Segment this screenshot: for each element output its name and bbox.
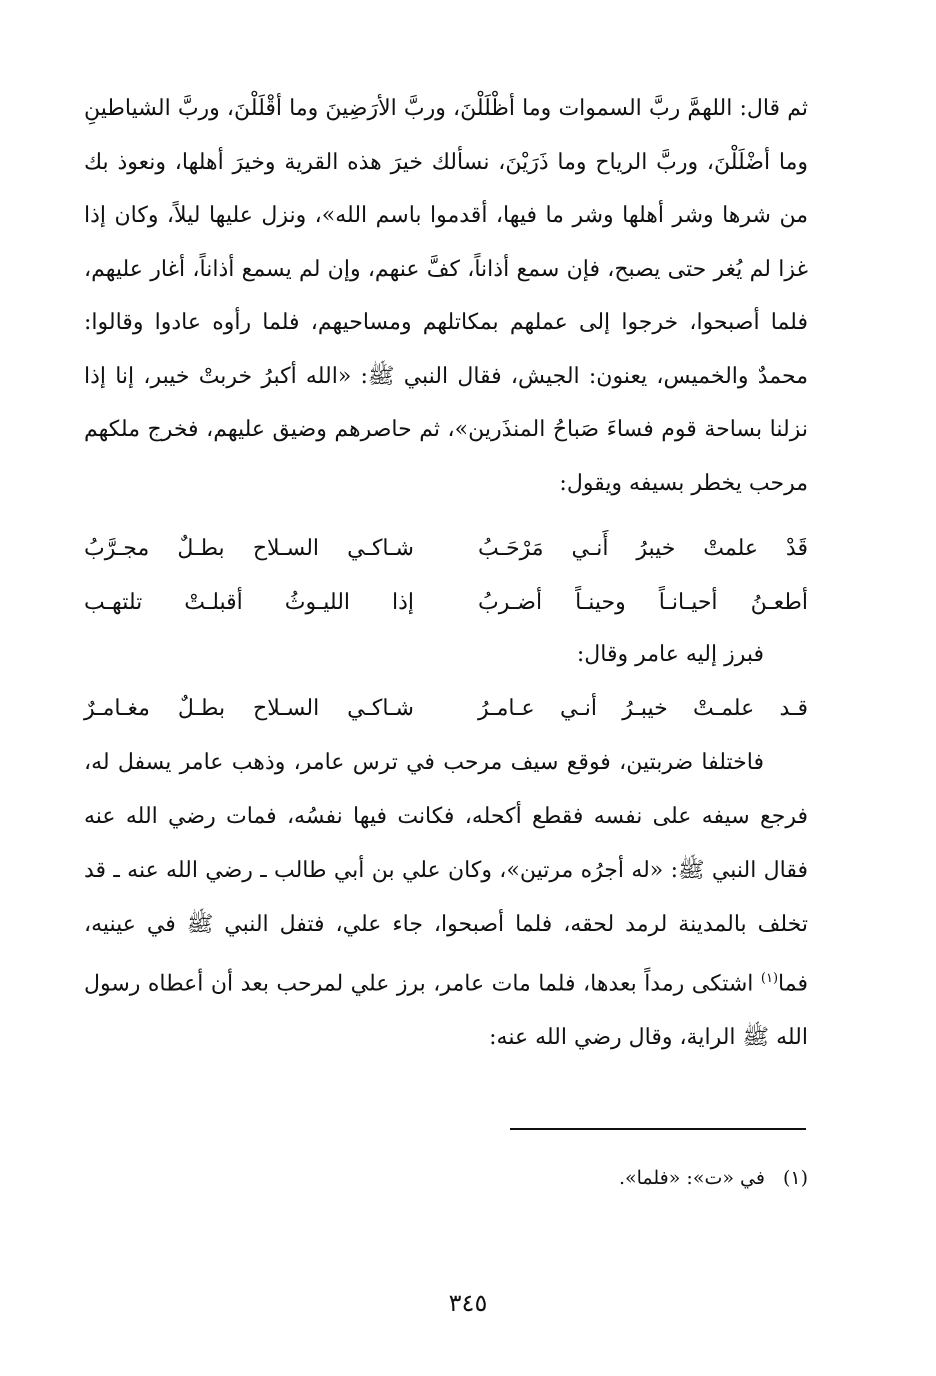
footnote xyxy=(84,1160,808,1196)
main-text xyxy=(84,736,808,1065)
footnote-number: (١) xyxy=(782,1167,808,1189)
verse-first-hemistich: قَدْ علمتْ خيبرُ أَنـي مَرْحَـبُ xyxy=(478,536,808,561)
verse-second-hemistich: شـاكـي السـلاح بطـلٌ مغـامـرٌ xyxy=(84,696,414,721)
paragraph xyxy=(84,736,808,1065)
main-text xyxy=(84,82,808,510)
paragraph-text: اشتكى رمداً بعدها، فلما مات عامر، برز علي لمرحب بعد أن أعطاه رسول الله ﷺ الراية، وقال رضي الله عنه: xyxy=(84,971,808,1051)
poem-verses xyxy=(84,522,808,630)
verse-first-hemistich: قـد علمـتْ خيبـرُ أنـي عـامـرُ xyxy=(478,696,808,721)
verse-second-hemistich: إذا الليـوثُ أقبلـتْ تلتهـب xyxy=(84,590,414,615)
verse-intro: فبرز إليه عامر وقال: xyxy=(576,642,764,667)
footnote-reference[interactable]: (١) xyxy=(760,971,779,986)
verse-line xyxy=(84,576,808,630)
footnote-divider xyxy=(510,1128,806,1130)
page-number: ٣٤٥ xyxy=(448,1289,488,1317)
verse-line xyxy=(84,522,808,576)
paragraph-text: فاختلفا ضربتين، فوقع سيف مرحب في ترس عامر، وذهب عامر يسفل له، فرجع سيفه على نفسه فقطع أكحله، فكانت فيها نفسُه، فمات رضي الله عنه فقال النبي ﷺ: «له أجرُه مرتين»، وكان علي بن أبي طالب ـ رضي الله عنه ـ قد تخلف بالمدينة لرمد لحقه، فلما أصبحوا، جاء علي، فتفل النبي ﷺ في عينيه، فما xyxy=(84,750,808,997)
footnote-text: في «ت»: «فلما». xyxy=(618,1167,765,1189)
verse-first-hemistich: أطعـنُ أحيـانـاً وحينـاً أضـربُ xyxy=(478,590,808,615)
poem-verses xyxy=(84,682,808,736)
verse-second-hemistich: شـاكـي السـلاح بطـلٌ مجـرَّبُ xyxy=(84,536,414,561)
paragraph: ثم قال: اللهمَّ ربَّ السموات وما أظْلَلْنَ، وربَّ الأرَضِينَ وما أقْلَلْنَ، وربَّ الشياطينِ وما أضْلَلْنَ، وربَّ الرياح وما ذَرَيْنَ، نسألك خيرَ هذه القرية وخيرَ أهلها، ونعوذ بك من شرها وشر أهلها وشر ما فيها، أقدموا باسم الله»، ونزل عليها ليلاً، وكان إذا غزا لم يُغر حتى يصبح، فإن سمع أذاناً، كفَّ عنهم، وإن لم يسمع أذاناً، أغار عليهم، فلما أصبحوا، خرجوا إلى عملهم بمكاتلهم ومساحيهم، فلما رأوه عادوا وقالوا: محمدٌ والخميس، يعنون: الجيش، فقال النبي ﷺ: «الله أكبرُ خربتْ خيبر، إنا إذا نزلنا بساحة قوم فساءَ صَباحُ المنذَرين»، ثم حاصرهم وضيق عليهم، فخرج ملكهم مرحب يخطر بسيفه ويقول: xyxy=(84,96,808,496)
verse-line xyxy=(84,682,808,736)
page-content xyxy=(84,82,808,1065)
